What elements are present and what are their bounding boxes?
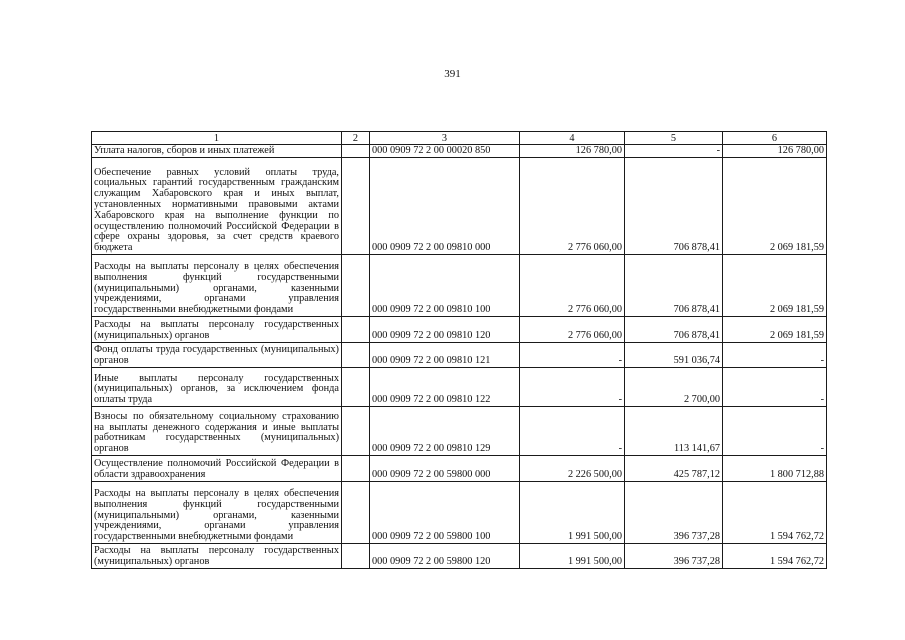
table-row bbox=[92, 407, 827, 456]
table-row bbox=[92, 255, 827, 317]
row-col2 bbox=[342, 456, 370, 482]
row-name: Иные выплаты персоналу государственных (муниципальных) органов, за исключением фонда оплаты труда bbox=[92, 368, 342, 407]
row-value-4: - bbox=[520, 407, 625, 456]
row-value-5: 706 878,41 bbox=[625, 317, 723, 343]
header-col-6: 6 bbox=[723, 132, 827, 145]
row-code: 000 0909 72 2 00 59800 000 bbox=[370, 456, 520, 482]
row-col2 bbox=[342, 544, 370, 569]
row-code: 000 0909 72 2 00 09810 129 bbox=[370, 407, 520, 456]
row-value-6: 1 594 762,72 bbox=[723, 544, 827, 569]
row-col2 bbox=[342, 145, 370, 158]
table-row bbox=[92, 544, 827, 569]
row-col2 bbox=[342, 368, 370, 407]
row-value-6: 1 800 712,88 bbox=[723, 456, 827, 482]
row-value-6: - bbox=[723, 343, 827, 368]
table-row bbox=[92, 145, 827, 158]
row-col2 bbox=[342, 482, 370, 544]
header-col-5: 5 bbox=[625, 132, 723, 145]
row-value-5: - bbox=[625, 145, 723, 158]
budget-execution-table bbox=[91, 131, 827, 569]
row-value-4: 2 776 060,00 bbox=[520, 158, 625, 255]
row-value-4: - bbox=[520, 368, 625, 407]
row-code: 000 0909 72 2 00 09810 121 bbox=[370, 343, 520, 368]
row-value-4: 1 991 500,00 bbox=[520, 482, 625, 544]
row-code: 000 0909 72 2 00 09810 000 bbox=[370, 158, 520, 255]
row-name: Расходы на выплаты персоналу в целях обеспечения выполнения функций государственными (муниципальными) органами, казенными учреждениями, органами управления государственными внебюджетными фондами bbox=[92, 482, 342, 544]
table-row bbox=[92, 158, 827, 255]
table-row bbox=[92, 368, 827, 407]
page-number: 391 bbox=[444, 68, 461, 80]
table-row bbox=[92, 317, 827, 343]
row-value-5: 706 878,41 bbox=[625, 158, 723, 255]
row-value-6: - bbox=[723, 368, 827, 407]
row-value-6: 1 594 762,72 bbox=[723, 482, 827, 544]
row-value-6: 2 069 181,59 bbox=[723, 158, 827, 255]
row-name: Расходы на выплаты персоналу в целях обеспечения выполнения функций государственными (муниципальными) органами, казенными учреждениями, органами управления государственными внебюджетными фондами bbox=[92, 255, 342, 317]
row-value-5: 591 036,74 bbox=[625, 343, 723, 368]
row-value-6: 2 069 181,59 bbox=[723, 255, 827, 317]
header-col-1: 1 bbox=[92, 132, 342, 145]
row-value-4: 126 780,00 bbox=[520, 145, 625, 158]
row-value-5: 396 737,28 bbox=[625, 482, 723, 544]
row-name: Уплата налогов, сборов и иных платежей bbox=[92, 145, 342, 158]
row-code: 000 0909 72 2 00 09810 120 bbox=[370, 317, 520, 343]
row-value-4: - bbox=[520, 343, 625, 368]
row-name: Осуществление полномочий Российской Федерации в области здравоохранения bbox=[92, 456, 342, 482]
header-row bbox=[92, 132, 827, 145]
table-row bbox=[92, 343, 827, 368]
row-col2 bbox=[342, 317, 370, 343]
row-value-5: 425 787,12 bbox=[625, 456, 723, 482]
row-code: 000 0909 72 2 00 09810 100 bbox=[370, 255, 520, 317]
row-value-4: 2 776 060,00 bbox=[520, 255, 625, 317]
row-code: 000 0909 72 2 00 59800 100 bbox=[370, 482, 520, 544]
header-col-4: 4 bbox=[520, 132, 625, 145]
row-value-4: 1 991 500,00 bbox=[520, 544, 625, 569]
row-col2 bbox=[342, 343, 370, 368]
row-code: 000 0909 72 2 00 00020 850 bbox=[370, 145, 520, 158]
row-name: Взносы по обязательному социальному страхованию на выплаты денежного содержания и иные выплаты работникам государственных (муниципальных) органов bbox=[92, 407, 342, 456]
row-col2 bbox=[342, 255, 370, 317]
row-col2 bbox=[342, 158, 370, 255]
table-row bbox=[92, 456, 827, 482]
row-value-5: 113 141,67 bbox=[625, 407, 723, 456]
row-value-6: 126 780,00 bbox=[723, 145, 827, 158]
row-value-5: 706 878,41 bbox=[625, 255, 723, 317]
row-value-4: 2 776 060,00 bbox=[520, 317, 625, 343]
row-name: Фонд оплаты труда государственных (муниципальных) органов bbox=[92, 343, 342, 368]
row-name: Расходы на выплаты персоналу государственных (муниципальных) органов bbox=[92, 317, 342, 343]
table-row bbox=[92, 482, 827, 544]
row-code: 000 0909 72 2 00 59800 120 bbox=[370, 544, 520, 569]
header-col-2: 2 bbox=[342, 132, 370, 145]
row-name: Обеспечение равных условий оплаты труда, социальных гарантий государственным гражданским служащим Хабаровского края и иных выплат, установленных нормативными правовыми актами Хабаровского края на выполнение функции по осуществлению полномочий Российской Федерации в сфере охраны здоровья, за счет средств краевого бюджета bbox=[92, 158, 342, 255]
row-col2 bbox=[342, 407, 370, 456]
row-value-6: - bbox=[723, 407, 827, 456]
row-value-5: 396 737,28 bbox=[625, 544, 723, 569]
row-name: Расходы на выплаты персоналу государственных (муниципальных) органов bbox=[92, 544, 342, 569]
row-code: 000 0909 72 2 00 09810 122 bbox=[370, 368, 520, 407]
header-col-3: 3 bbox=[370, 132, 520, 145]
row-value-5: 2 700,00 bbox=[625, 368, 723, 407]
row-value-6: 2 069 181,59 bbox=[723, 317, 827, 343]
row-value-4: 2 226 500,00 bbox=[520, 456, 625, 482]
